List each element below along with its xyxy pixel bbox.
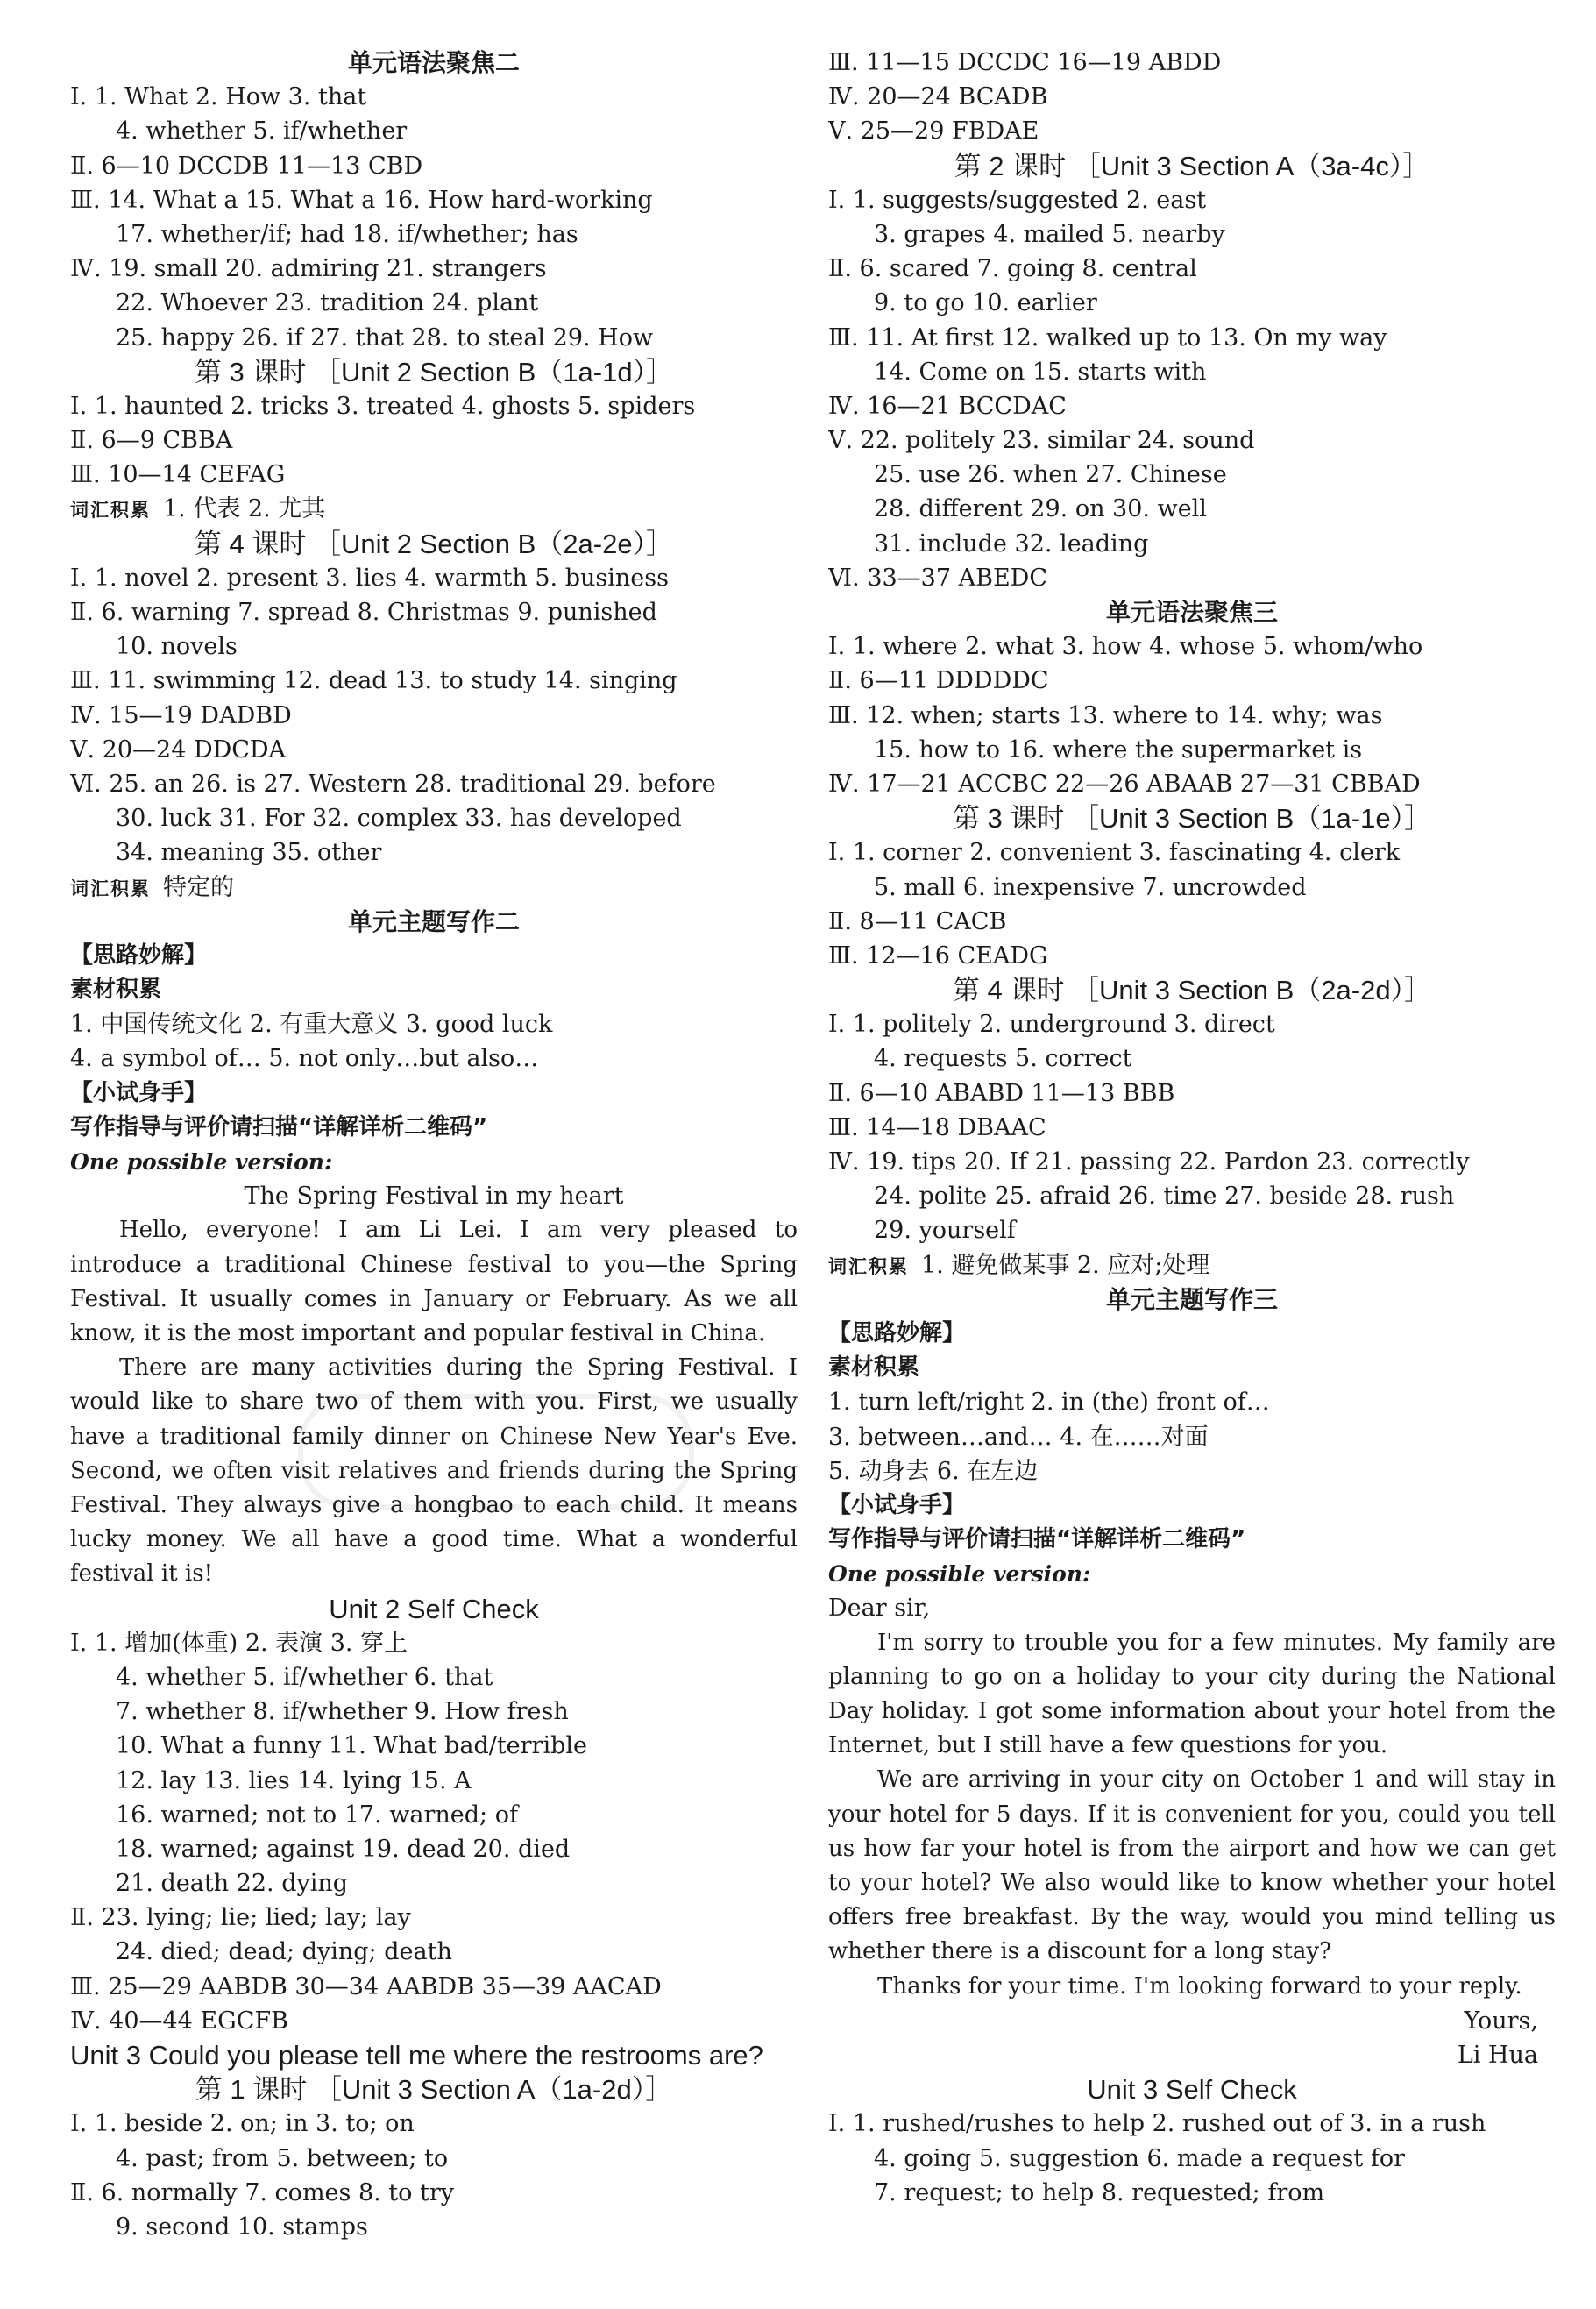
answer-line: 14. Come on 15. starts with xyxy=(874,358,1207,386)
answer-line: Ⅰ. 1. What 2. How 3. that xyxy=(70,83,367,111)
vocabulary-label: 词汇积累 xyxy=(828,1255,909,1277)
essay-paragraph: I'm sorry to trouble you for a few minutes. My family are planning to go on a holiday to your city during the National Day holiday. I got some information about your hotel from the Internet, but I still have a few questions for you. xyxy=(828,1629,1556,1759)
section-heading: Unit 3 Could you please tell me where the restrooms are? xyxy=(70,2040,763,2071)
answer-line: Ⅱ. 23. lying; lie; lied; lay; lay xyxy=(70,1904,411,1932)
vocabulary-line xyxy=(70,870,798,905)
answer-line: 10. novels xyxy=(116,633,238,661)
section-tag: 素材积累 xyxy=(70,977,162,1004)
answer-line: Ⅴ. 25—29 FBDAE xyxy=(828,117,1039,146)
answer-line: Ⅱ. 6—11 DDDDDC xyxy=(828,667,1049,695)
answer-line: Ⅲ. 14. What a 15. What a 16. How hard-working xyxy=(70,186,653,214)
essay-paragraph: There are many activities during the Spring Festival. I would like to share two of them with you. First, we usually have a traditional family dinner on Chinese New Year's Eve. Second, we often visit relatives and friends during the Spring Festival. They always give a hongbao to each child. It means lucky money. We all have a good time. What a wonderful festival it is! xyxy=(70,1354,798,1588)
answer-line: 4. going 5. suggestion 6. made a request for xyxy=(874,2144,1406,2172)
answer-line: 22. Whoever 23. tradition 24. plant xyxy=(116,289,539,317)
answer-line: Ⅲ. 12—16 CEADG xyxy=(828,941,1048,970)
answer-line: 24. polite 25. afraid 26. time 27. beside 28. rush xyxy=(874,1183,1455,1211)
right-column xyxy=(828,46,1556,2210)
answer-line: Ⅰ. 1. haunted 2. tricks 3. treated 4. ghosts 5. spiders xyxy=(70,392,696,420)
answer-line: 9. second 10. stamps xyxy=(116,2213,368,2241)
essay-paragraph: Hello, everyone! I am Li Lei. I am very pleased to introduce a traditional Chinese festival to you—the Spring Festival. It usually comes in January or February. As we all know, it is the most important and popular festival in China. xyxy=(70,1217,798,1346)
section-heading: Unit 3 Self Check xyxy=(1087,2074,1297,2106)
answer-line: 25. use 26. when 27. Chinese xyxy=(874,461,1227,489)
answer-line: Ⅳ. 40—44 EGCFB xyxy=(70,2007,288,2035)
answer-line: Ⅲ. 25—29 AABDB 30—34 AABDB 35—39 AACAD xyxy=(70,1972,662,2000)
answer-line: 4. requests 5. correct xyxy=(874,1045,1132,1073)
vocabulary-label: 词汇积累 xyxy=(70,500,151,522)
section-heading: 单元语法聚焦二 xyxy=(347,48,520,77)
answer-line: 3. between…and… 4. 在……对面 xyxy=(828,1423,1209,1451)
answer-line: Ⅴ. 22. politely 23. similar 24. sound xyxy=(828,427,1255,455)
answer-line: 4. past; from 5. between; to xyxy=(116,2144,449,2172)
answer-line: 16. warned; not to 17. warned; of xyxy=(116,1801,518,1829)
answer-line: Ⅰ. 1. corner 2. convenient 3. fascinating 4. clerk xyxy=(828,839,1401,867)
section-heading: 第 4 课时 ［Unit 3 Section B（2a-2d）］ xyxy=(952,975,1432,1006)
section-heading: 单元主题写作二 xyxy=(347,906,520,936)
answer-line: Ⅵ. 25. an 26. is 27. Western 28. traditional 29. before xyxy=(70,770,716,798)
answer-line: Ⅱ. 6. normally 7. comes 8. to try xyxy=(70,2178,454,2206)
answer-line: Ⅰ. 1. novel 2. present 3. lies 4. warmth 5. business xyxy=(70,564,669,592)
answer-line: Ⅴ. 20—24 DDCDA xyxy=(70,735,287,764)
vocabulary-text: 1. 避免做某事 2. 应对;处理 xyxy=(921,1251,1210,1279)
answer-line: 5. 动身去 6. 在左边 xyxy=(828,1457,1039,1485)
answer-line: 31. include 32. leading xyxy=(874,529,1149,558)
sample-label: One possible version: xyxy=(70,1149,333,1175)
answer-line: Ⅱ. 6. scared 7. going 8. central xyxy=(828,255,1197,283)
section-heading: Unit 2 Self Check xyxy=(329,1593,539,1624)
answer-line: 17. whether/if; had 18. if/whether; has xyxy=(116,220,578,248)
answer-line: 30. luck 31. For 32. complex 33. has developed xyxy=(116,805,682,833)
section-heading: 第 1 课时 ［Unit 3 Section A（1a-2d）］ xyxy=(195,2074,673,2106)
answer-line: Ⅰ. 1. rushed/rushes to help 2. rushed out of 3. in a rush xyxy=(828,2110,1486,2138)
answer-line: Ⅳ. 15—19 DADBD xyxy=(70,701,292,729)
section-tag: 素材积累 xyxy=(828,1354,920,1382)
answer-line: 28. different 29. on 30. well xyxy=(874,495,1207,523)
essay-paragraph: We are arriving in your city on October 1 and will stay in your hotel for 5 days. If it is convenient for you, could you tell us how far your hotel is from the airport and how we can get to your hotel? We also would like to know whether your hotel offers free breakfast. By the way, would you mind telling us whether there is a discount for a long stay? xyxy=(828,1766,1556,1965)
answer-line: The Spring Festival in my heart xyxy=(244,1183,624,1211)
section-tag: 写作指导与评价请扫描“详解详析二维码” xyxy=(70,1113,488,1140)
answer-line: 24. died; dead; dying; death xyxy=(116,1938,452,1966)
answer-line: 29. yourself xyxy=(874,1217,1016,1245)
answer-line: Ⅲ. 14—18 DBAAC xyxy=(828,1113,1046,1141)
answer-line: 25. happy 26. if 27. that 28. to steal 29. How xyxy=(116,323,654,352)
section-heading: 单元语法聚焦三 xyxy=(1105,598,1278,627)
answer-line: 21. death 22. dying xyxy=(116,1870,349,1898)
left-column xyxy=(70,46,798,2244)
answer-line: 3. grapes 4. mailed 5. nearby xyxy=(874,220,1225,248)
section-heading: 第 4 课时 ［Unit 2 Section B（2a-2e）］ xyxy=(194,528,674,559)
answer-line: 18. warned; against 19. dead 20. died xyxy=(116,1835,571,1863)
answer-line: 7. whether 8. if/whether 9. How fresh xyxy=(116,1698,569,1726)
answer-line: Ⅱ. 6—10 ABABD 11—13 BBB xyxy=(828,1079,1175,1107)
section-heading: 第 3 课时 ［Unit 2 Section B（1a-1d）］ xyxy=(194,356,674,387)
sample-label: One possible version: xyxy=(828,1561,1091,1588)
answer-line: Ⅳ. 19. small 20. admiring 21. strangers xyxy=(70,255,547,283)
answer-line: Ⅳ. 17—21 ACCBC 22—26 ABAAB 27—31 CBBAD xyxy=(828,770,1421,798)
answer-line: Ⅰ. 1. beside 2. on; in 3. to; on xyxy=(70,2110,415,2138)
answer-line: 15. how to 16. where the supermarket is xyxy=(874,735,1363,764)
answer-line: Dear sir, xyxy=(828,1595,931,1623)
answer-line: Ⅲ. 11. swimming 12. dead 13. to study 14. singing xyxy=(70,667,677,695)
answer-line: Ⅱ. 6—10 DCCDB 11—13 CBD xyxy=(70,152,423,180)
answer-line: 1. 中国传统文化 2. 有重大意义 3. good luck xyxy=(70,1011,553,1039)
vocabulary-label: 词汇积累 xyxy=(70,877,151,899)
answer-line: Ⅲ. 10—14 CEFAG xyxy=(70,461,286,489)
essay-paragraph: Thanks for your time. I'm looking forward to your reply. xyxy=(877,1972,1522,2000)
answer-line: 7. request; to help 8. requested; from xyxy=(874,2178,1325,2206)
letter-signoff: Li Hua xyxy=(1457,2042,1538,2070)
answer-line: Ⅰ. 1. where 2. what 3. how 4. whose 5. whom/who xyxy=(828,633,1423,661)
answer-line: 12. lay 13. lies 14. lying 15. A xyxy=(116,1766,472,1794)
vocabulary-line xyxy=(828,1248,1556,1282)
answer-line: 4. whether 5. if/whether xyxy=(116,117,408,146)
answer-line: Ⅱ. 8—11 CACB xyxy=(828,907,1007,935)
section-heading: 第 3 课时 ［Unit 3 Section B（1a-1e）］ xyxy=(952,803,1432,835)
section-tag: 【思路妙解】 xyxy=(828,1319,966,1346)
answer-line: 4. a symbol of… 5. not only…but also… xyxy=(70,1045,539,1073)
answer-line: Ⅰ. 1. 增加(体重) 2. 表演 3. 穿上 xyxy=(70,1629,408,1657)
answer-line: Ⅰ. 1. politely 2. underground 3. direct xyxy=(828,1011,1275,1039)
answer-line: Ⅳ. 19. tips 20. If 21. passing 22. Pardon 23. correctly xyxy=(828,1148,1470,1176)
vocabulary-text: 特定的 xyxy=(163,873,234,901)
answer-line: 9. to go 10. earlier xyxy=(874,289,1097,317)
answer-line: Ⅱ. 6—9 CBBA xyxy=(70,427,233,455)
answer-line: Ⅱ. 6. warning 7. spread 8. Christmas 9. punished xyxy=(70,599,657,626)
answer-line: 10. What a funny 11. What bad/terrible xyxy=(116,1732,587,1760)
answer-line: Ⅲ. 11—15 DCCDC 16—19 ABDD xyxy=(828,49,1222,76)
section-tag: 【思路妙解】 xyxy=(70,941,208,969)
section-heading: 单元主题写作三 xyxy=(1105,1284,1278,1314)
vocabulary-text: 1. 代表 2. 尤其 xyxy=(163,495,326,523)
letter-signoff: Yours, xyxy=(1464,2007,1538,2035)
answer-line: 1. turn left/right 2. in (the) front of… xyxy=(828,1389,1270,1417)
section-tag: 写作指导与评价请扫描“详解详析二维码” xyxy=(828,1526,1246,1553)
answer-line: Ⅳ. 20—24 BCADB xyxy=(828,83,1048,111)
section-heading: 第 2 课时 ［Unit 3 Section A（3a-4c）］ xyxy=(954,150,1430,181)
answer-line: Ⅵ. 33—37 ABEDC xyxy=(828,564,1047,592)
answer-line: 34. meaning 35. other xyxy=(116,839,382,867)
answer-line: 5. mall 6. inexpensive 7. uncrowded xyxy=(874,873,1307,901)
answer-line: Ⅰ. 1. suggests/suggested 2. east xyxy=(828,186,1207,214)
answer-line: 4. whether 5. if/whether 6. that xyxy=(116,1663,493,1691)
answer-line: Ⅲ. 12. when; starts 13. where to 14. why; was xyxy=(828,701,1383,729)
answer-line: Ⅳ. 16—21 BCCDAC xyxy=(828,392,1067,420)
section-tag: 【小试身手】 xyxy=(70,1079,208,1106)
section-tag: 【小试身手】 xyxy=(828,1491,966,1518)
answer-line: Ⅲ. 11. At first 12. walked up to 13. On my way xyxy=(828,323,1387,352)
vocabulary-line xyxy=(70,492,798,526)
